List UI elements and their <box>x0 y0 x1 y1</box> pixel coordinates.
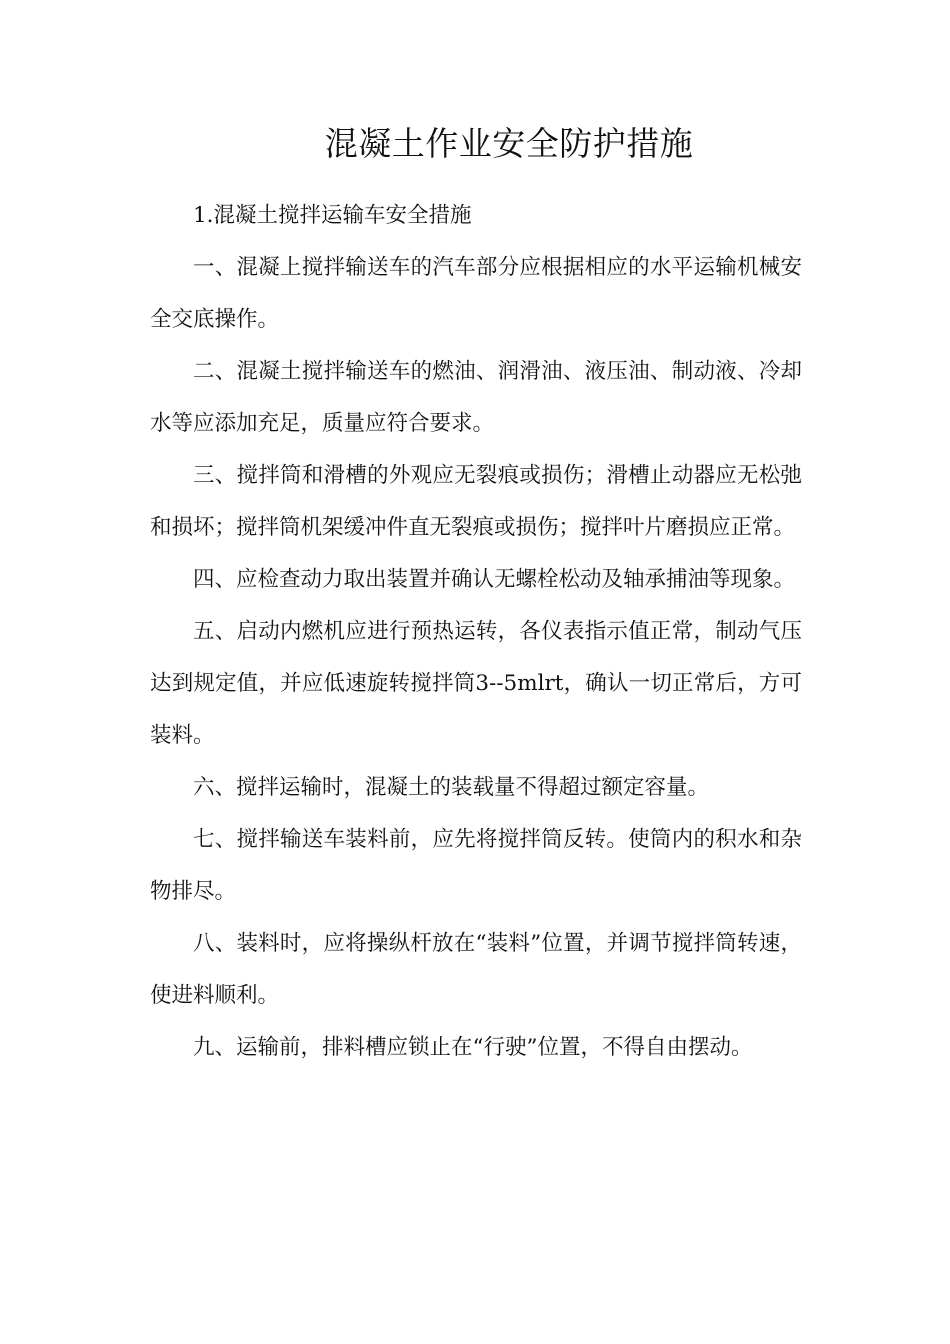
paragraph-6: 六、搅拌运输时，混凝土的装载量不得超过额定容量。 <box>193 775 710 800</box>
document-title: 混凝土作业安全防护措施 <box>324 124 694 163</box>
document-body <box>150 190 802 1074</box>
paragraph-7: 七、搅拌输送车装料前，应先将搅拌筒反转。使筒内的积水和杂物排尽。 <box>150 827 802 904</box>
paragraph-1: 一、混凝上搅拌输送车的汽车部分应根据相应的水平运输机械安全交底操作。 <box>150 255 802 332</box>
paragraph-2: 二、混凝土搅拌输送车的燃油、润滑油、液压油、制动液、冷却水等应添加充足，质量应符合要求。 <box>150 359 802 436</box>
paragraph-5: 五、启动内燃机应进行预热运转，各仪表指示值正常，制动气压达到规定值，并应低速旋转搅拌筒3--5mlrt，确认一切正常后，方可装料。 <box>150 619 802 748</box>
paragraph-3: 三、搅拌筒和滑槽的外观应无裂痕或损伤；滑槽止动器应无松弛和损坏；搅拌筒机架缓冲件直无裂痕或损伤；搅拌叶片磨损应正常。 <box>150 463 802 540</box>
paragraph-9: 九、运输前，排料槽应锁止在“行驶”位置，不得自由摆动。 <box>193 1035 753 1060</box>
paragraph-4: 四、应检查动力取出装置并确认无螺栓松动及轴承捕油等现象。 <box>193 567 796 592</box>
section-heading: 1.混凝土搅拌运输车安全措施 <box>193 203 472 228</box>
paragraph-8: 八、装料时，应将操纵杆放在“装料”位置，并调节搅拌筒转速，使进料顺利。 <box>150 931 802 1008</box>
